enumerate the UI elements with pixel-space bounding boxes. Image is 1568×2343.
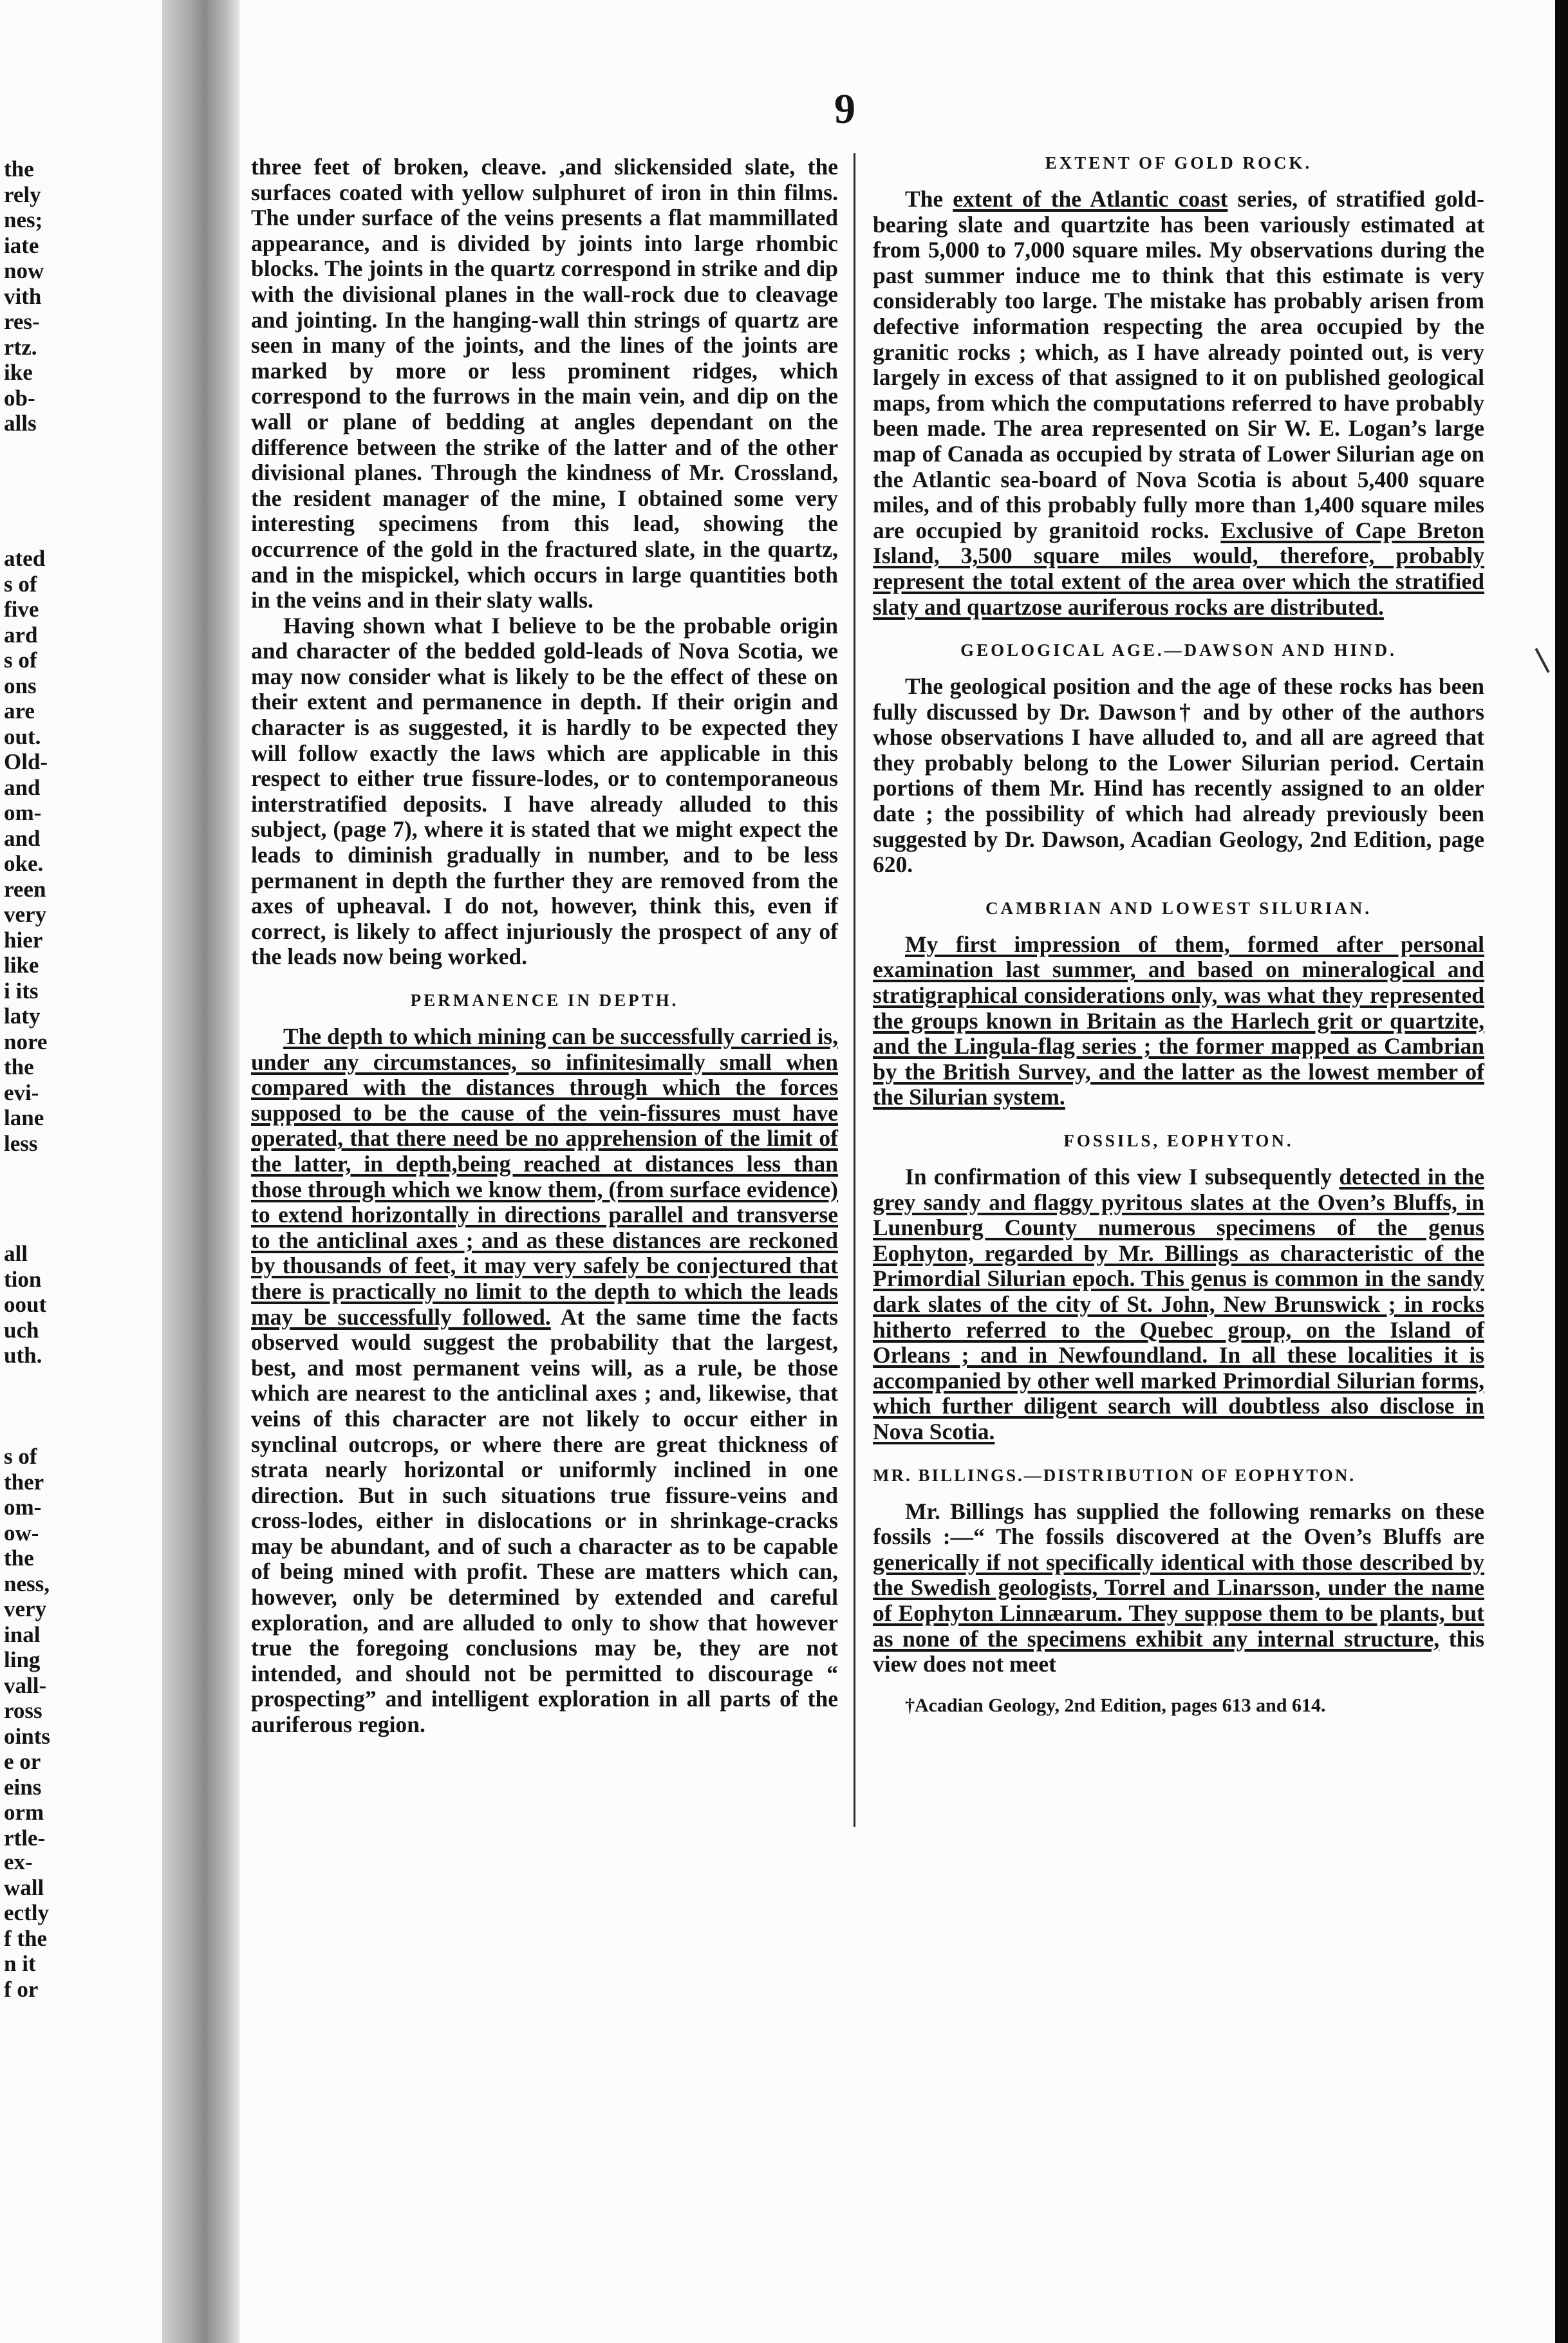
fragment-line: res-: [4, 309, 40, 334]
fragment-line: s of: [4, 571, 37, 597]
fragment-line: ther: [4, 1469, 44, 1495]
fragment-line: s of: [4, 648, 37, 673]
fragment-line: nore: [4, 1029, 48, 1054]
fragment-line: rely: [4, 182, 41, 207]
fragment-line: ike: [4, 360, 33, 385]
fragment-line: i its: [4, 978, 39, 1003]
fragment-line: five: [4, 597, 39, 622]
fragment-line: less: [4, 1130, 38, 1156]
adjacent-page-fragment: [0, 0, 162, 2343]
fragment-line: inal: [4, 1621, 41, 1647]
right-column: [873, 152, 1484, 1717]
book-gutter: [162, 0, 239, 2343]
fragment-line: tion: [4, 1266, 42, 1292]
heading-cambrian: CAMBRIAN AND LOWEST SILURIAN.: [985, 898, 1372, 918]
paragraph-fossils: [873, 1164, 1484, 1445]
fragment-line: the: [4, 1545, 34, 1571]
fragment-line: rtle-: [4, 1825, 46, 1851]
fragment-line: uth.: [4, 1343, 42, 1368]
fragment-line: s of: [4, 1444, 37, 1469]
underlined-passage: detected in the grey sandy and flaggy pyritous slates at the Oven’s Bluffs, in Lunenburg County numerous specimens of the genus Eophyton, regarded by Mr. Billings as characteristic of the Primordial Silurian epoch. This genus is common in the sandy dark slates of the city of St. John, New Brunswick ; in rocks hitherto referred to the Quebec group, on the Island of Orleans ; and in Newfoundland. In all these localities it is accompanied by other well marked Primordial Silurian forms, which further diligent search will doubtless also disclose in Nova Scotia.: [873, 1164, 1484, 1444]
paragraph-extent: [873, 187, 1484, 620]
fragment-line: laty: [4, 1003, 41, 1029]
text-run: In confirmation of this view I subsequently: [905, 1164, 1339, 1190]
fragment-line: e or: [4, 1749, 41, 1774]
fragment-line: iate: [4, 232, 39, 258]
fragment-line: are: [4, 698, 35, 723]
fragment-line: ow-: [4, 1520, 39, 1545]
fragment-line: very: [4, 902, 47, 927]
paragraph-geological-age: The geological position and the age of these rocks has been fully discussed by Dr. Dawson† and by other of the authors whose observations I have alluded to, and all are agreed that they probably belong to the Lower Silurian period. Certain portions of them Mr. Hind has recently assigned to an older date ; the possibility of which had already previously been suggested by Dr. Dawson, Acadian Geology, 2nd Edition, page 620.: [873, 673, 1484, 878]
fragment-line: uch: [4, 1317, 39, 1343]
fragment-line: f the: [4, 1925, 48, 1951]
fragment-line: ex-: [4, 1849, 33, 1874]
paragraph-origin-character: Having shown what I believe to be the probable origin and character of the bedded gold-leads of Nova Scotia, we may now consider what is likely to be the effect of these on their extent and permanence in depth. If their origin and character is as suggested, it is hardly to be expected they will follow exactly the laws which are applicable in this respect to either true fissure-lodes, or to contemporaneous interstratified deposits. I have already alluded to this subject, (page 7), where it is stated that we might expect the leads to diminish gradually in number, and to be less permanent in depth the further they are removed from the axes of upheaval. I do not, however, think this, even if correct, is likely to affect injuriously the prospect of any of the leads now being worked.: [251, 612, 838, 970]
fragment-line: nes;: [4, 207, 43, 232]
fragment-line: evi-: [4, 1079, 39, 1105]
fragment-line: oints: [4, 1723, 50, 1749]
underlined-passage: extent of the Atlantic coast: [953, 186, 1228, 212]
fragment-line: oke.: [4, 851, 44, 876]
fragment-line: Old-: [4, 749, 48, 774]
fragment-line: ross: [4, 1698, 42, 1723]
fragment-line: ons: [4, 673, 37, 698]
footnote: †Acadian Geology, 2nd Edition, pages 613 and 614.: [905, 1694, 1326, 1716]
text-run: this view does not meet: [873, 1625, 1485, 1677]
fragment-line: om-: [4, 1495, 42, 1520]
left-column: [251, 154, 838, 1738]
fragment-line: ness,: [4, 1571, 50, 1596]
margin-mark: [1535, 648, 1549, 673]
fragment-line: reen: [4, 876, 46, 902]
fragment-line: ectly: [4, 1900, 49, 1925]
fragment-line: ated: [4, 546, 46, 571]
text-run: The: [905, 186, 953, 212]
fragment-line: very: [4, 1596, 47, 1621]
heading-mr-billings: MR. BILLINGS.—DISTRIBUTION OF EOPHYTON.: [873, 1465, 1356, 1485]
fragment-line: rtz.: [4, 334, 37, 360]
heading-fossils-eophyton: FOSSILS, EOPHYTON.: [1063, 1131, 1294, 1150]
fragment-line: eins: [4, 1774, 42, 1800]
paragraph-vein-description: three feet of broken, cleave. ,and slickensided slate, the surfaces coated with yellow sulphuret of iron in thin films. The under surface of the veins presents a flat mammillated appearance, and is divided by joints into large rhombic blocks. The joints in the quartz correspond in strike and dip with the divisional planes in the wall-rock due to cleavage and jointing. In the hanging-wall thin strings of quartz are seen in many of the joints, and the lines of the joints are marked by more or less prominent ridges, which correspond to the furrows in the main vein, and dip on the wall or plane of bedding at angles dependant on the difference between the strike of the latter and of the other divisional planes. Through the kindness of Mr. Crossland, the resident manager of the mine, I obtained some very interesting specimens from this lead, showing the occurrence of the gold in the fractured slate, in the quartz, and in the mispickel, which occurs in large quantities both in the veins and in their slaty walls.: [251, 154, 838, 613]
fragment-line: vall-: [4, 1672, 47, 1698]
underlined-passage: generically if not specifically identical with those described by the Swedish geologists, Torrel and Linarsson, under the name of Eophyton Linnæarum. They suppose them to be plants, but as none of the specimens exhibit any internal structure,: [873, 1549, 1484, 1652]
fragment-line: ling: [4, 1647, 41, 1672]
heading-extent-of-gold-rock: EXTENT OF GOLD ROCK.: [1045, 153, 1312, 173]
paragraph-continuation: At the same time the facts observed would suggest the probability that the largest, best, and most permanent veins will, as a rule, be those which are nearest to the anticlinal axes ; and, likewise, that veins of this character are not likely to occur either in synclinal outcrops, or where there are great thickness of strata nearly horizontal or uniformly inclined in one direction. But in such situations true fissure-veins and cross-lodes, either in dislocations or in shrinkage-cracks may be abundant, and of such a character as to be capable of being mined with profit. These are matters which can, however, only be determined by extended and careful exploration, and are alluded to only to show that however true the foregoing conclusions may be, they are not intended, and should not be permitted to discourage “ prospecting” and intelligent exploration in all parts of the auriferous region.: [251, 1303, 838, 1738]
underlined-passage: Exclusive of Cape Breton Island, 3,500 square miles would, therefore, probably represent the total extent of the area over which the stratified slaty and quartzose auriferous rocks are distributed.: [873, 517, 1484, 620]
paragraph-mining-depth: [251, 1024, 838, 1738]
fragment-line: orm: [4, 1800, 44, 1825]
page-number: 9: [834, 86, 855, 133]
fragment-line: and: [4, 825, 41, 851]
fragment-line: wall: [4, 1874, 44, 1900]
fragment-line: lane: [4, 1105, 44, 1130]
fragment-line: n it: [4, 1951, 36, 1976]
paragraph-cambrian: My first impression of them, formed after personal examination last summer, and based on mineralogical and stratigraphical considerations only, was what they represented the groups known in Britain as the Harlech grit or quartzite, and the Lingula-flag series ; the former mapped as Cambrian by the British Survey, and the latter as the lowest member of the Silurian system.: [873, 931, 1484, 1110]
paragraph-billings: [873, 1499, 1484, 1677]
underlined-passage: The depth to which mining can be successfully carried is, under any circumstances, so infinitesimally small when compared with the distances through which the forces supposed to be the cause of the vein-fissures must have operated, that there need be no apprehension of the limit of the latter, in depth,being reached at distances less than those through which we know them, (from surface evidence) to extend horizontally in directions parallel and transverse to the anticlinal axes ; and as these distances are reckoned by thousands of feet, it may very safely be conjectured that there is practically no limit to the depth to which the leads may be successfully followed.: [251, 1023, 838, 1330]
fragment-line: the: [4, 156, 34, 182]
fragment-line: all: [4, 1241, 28, 1266]
column-divider: [854, 153, 855, 1827]
heading-geological-age: GEOLOGICAL AGE.—DAWSON AND HIND.: [960, 640, 1397, 660]
text-run: series, of stratified gold-bearing slate and quartzite has been variously estimated at from 5,000 to 7,000 square miles. My observations during the past summer induce me to think that this estimate is very considerably too large. The mistake has probably arisen from defective information respecting the area occupied by the granitic rocks ; which, as I have already pointed out, is very largely in excess of that assigned to it on published geological maps, from which the computations referred to have probably been made. The area represented on Sir W. E. Logan’s large map of Canada as occupied by strata of Lower Silurian age on the Atlantic sea-board of Nova Scotia is about 5,400 square miles, and of this probably fully more than 1,400 square miles are occupied by granitoid rocks.: [873, 186, 1484, 543]
document-page: [239, 0, 1555, 2343]
heading-permanence-in-depth: PERMANENCE IN DEPTH.: [410, 991, 679, 1010]
fragment-line: ob-: [4, 385, 35, 411]
fragment-line: now: [4, 258, 44, 283]
fragment-line: out.: [4, 723, 41, 749]
fragment-line: f or: [4, 1976, 39, 2002]
text-run: Mr. Billings has supplied the following remarks on these fossils :—“ The fossils discovered at the Oven’s Bluffs are: [873, 1498, 1484, 1550]
fragment-line: oout: [4, 1292, 47, 1317]
fragment-line: and: [4, 774, 41, 800]
fragment-line: om-: [4, 800, 42, 825]
fragment-line: ard: [4, 622, 38, 648]
fragment-line: vith: [4, 283, 42, 309]
fragment-line: the: [4, 1054, 34, 1079]
fragment-line: like: [4, 953, 39, 978]
fragment-line: hier: [4, 927, 43, 953]
fragment-line: alls: [4, 411, 37, 436]
